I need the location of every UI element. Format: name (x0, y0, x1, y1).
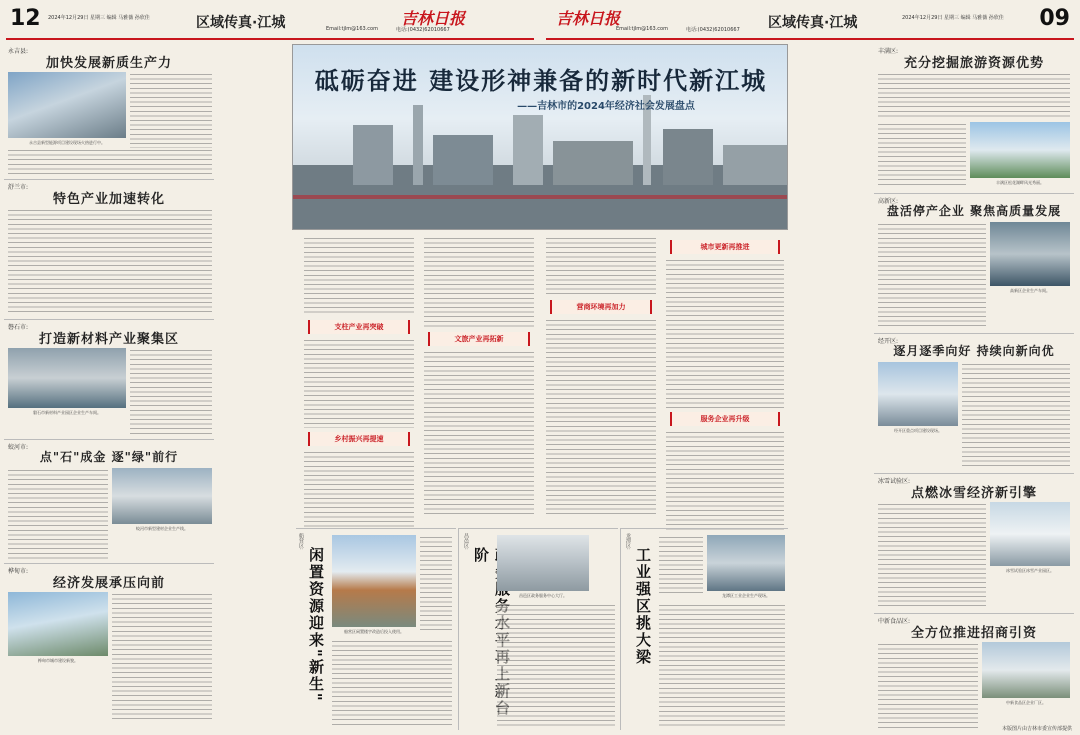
body-text (666, 430, 784, 530)
workshop-photo (8, 348, 126, 408)
subhead: 支柱产业再突破 (308, 320, 410, 334)
article-tag: 经开区: (878, 338, 899, 345)
body-text (112, 592, 212, 722)
article-tag: 龙潭区: (625, 533, 631, 550)
article-headline: 经济发展承压向前 (52, 576, 165, 591)
subhead: 文旅产业再拓新 (428, 332, 530, 346)
left-masthead-logo: 吉林日报 (401, 9, 466, 28)
service-hall-photo (497, 535, 589, 591)
article-tag: 永吉县: (8, 48, 29, 55)
article-panshi (4, 320, 214, 440)
subhead: 城市更新再推进 (670, 240, 780, 254)
subhead: 营商环境再加力 (550, 300, 652, 314)
article-tag: 高新区: (878, 198, 899, 205)
article-tag: 舒兰市: (8, 184, 29, 191)
center-col-4 (662, 236, 788, 526)
article-tag: 桦甸市: (8, 568, 29, 575)
body-text (878, 72, 1070, 120)
body-text (659, 535, 703, 595)
site-photo (878, 362, 958, 426)
photo-caption: 永吉县新型能源项目建设现场火热进行中。 (29, 140, 105, 145)
article-shulan (4, 180, 214, 320)
article-headline: 点"石"成金 逐"绿"前行 (39, 450, 179, 464)
feature-banner (292, 44, 788, 230)
body-text (878, 502, 986, 610)
article-longtan (620, 528, 788, 730)
body-text (878, 122, 966, 188)
left-page-number: 12 (10, 6, 41, 31)
left-email: Email:tjlm@163.com (326, 26, 378, 32)
center-col-3 (542, 236, 660, 526)
body-text (304, 450, 414, 528)
right-date-line: 2024年12月29日 星期三 编辑 马雅薇 孙欣佳 (902, 15, 1004, 21)
body-text (424, 350, 534, 516)
article-bingxue (874, 474, 1074, 614)
lake-photo (970, 122, 1070, 178)
city-photo (8, 592, 108, 656)
banner-title: 砥砺奋进 建设形神兼备的新时代新江城 (314, 67, 768, 95)
article-tag: 磐石市: (8, 324, 29, 331)
body-text (962, 362, 1070, 470)
right-page-number: 09 (1039, 6, 1070, 31)
industrial-photo (982, 642, 1070, 698)
right-section-title: 区域传真·江城 (768, 15, 858, 31)
article-headline: 工业强区挑大梁 (634, 547, 652, 666)
snow-photo (990, 502, 1070, 566)
article-tag: 中新食品区: (878, 618, 911, 625)
photo-credit: 本版图片由吉林市委宣传部提供 (1001, 726, 1072, 732)
article-headline: 加快发展新质生产力 (45, 56, 172, 71)
article-tag: 蛟河市: (8, 444, 29, 451)
photo-caption: 高新区企业生产车间。 (1010, 288, 1050, 293)
article-headline: 充分挖掘旅游资源优势 (903, 56, 1044, 71)
article-gaoxin (874, 194, 1074, 334)
left-phone: 电话:(0432)62010667 (396, 27, 450, 33)
photo-caption: 中新食品区企业厂区。 (1006, 700, 1046, 705)
photo-caption: 龙潭区工业企业生产现场。 (722, 593, 770, 598)
right-phone: 电话:(0432)62010667 (686, 27, 740, 33)
body-text (878, 642, 978, 730)
body-text (332, 639, 452, 727)
left-header (6, 4, 534, 40)
right-masthead-logo: 吉林日报 (556, 9, 621, 28)
plant-photo (112, 468, 212, 524)
body-text (8, 468, 108, 560)
photo-caption: 磐石市新材料产业园区企业生产车间。 (33, 410, 101, 415)
body-text (304, 236, 414, 316)
article-huadian (4, 564, 214, 729)
article-tag: 冰雪试验区: (878, 478, 911, 485)
photo-caption: 经开区重点项目建设现场。 (894, 428, 942, 433)
industrial-site-photo (707, 535, 785, 591)
article-headline: 逐月逐季向好 持续向新向优 (893, 344, 1055, 358)
body-text (497, 603, 615, 727)
body-text (424, 236, 534, 328)
article-jingkai (874, 334, 1074, 474)
photo-caption: 船营区闲置楼宇改造后投入使用。 (344, 629, 404, 634)
body-text (659, 603, 785, 727)
body-text (420, 535, 452, 633)
photo-caption: 丰满区松花湖畔风光秀丽。 (996, 180, 1044, 185)
center-col-2 (420, 236, 538, 526)
article-headline: 盘活停产企业 聚焦高质量发展 (886, 204, 1062, 218)
article-headline: 全方位推进招商引资 (910, 626, 1037, 641)
body-text (8, 208, 212, 316)
article-yongji (4, 44, 214, 180)
body-text (878, 222, 986, 330)
body-text (130, 348, 212, 436)
center-col-1 (300, 236, 418, 526)
article-headline: 特色产业加速转化 (52, 192, 165, 207)
article-headline: 打造新材料产业聚集区 (38, 332, 179, 347)
subhead: 服务企业再升级 (670, 412, 780, 426)
subhead: 乡村振兴再提速 (308, 432, 410, 446)
left-section-title: 区域传真·江城 (196, 15, 286, 31)
body-text (8, 148, 212, 176)
building-photo (332, 535, 416, 627)
photo-caption: 蛟河市新型建材企业生产线。 (136, 526, 188, 531)
factory-photo (8, 72, 126, 138)
article-tag: 丰满区: (878, 48, 899, 55)
article-tag: 昌邑区: (463, 533, 469, 550)
article-jiaohe (4, 440, 214, 564)
left-date-line: 2024年12月29日 星期三 编辑 马雅薇 孙欣佳 (48, 15, 150, 21)
article-chuanying (296, 528, 456, 730)
article-changyi (458, 528, 618, 730)
article-fengman (874, 44, 1074, 194)
left-column (4, 44, 214, 729)
article-headline: 点燃冰雪经济新引擎 (910, 486, 1037, 501)
photo-caption: 昌邑区政务服务中心大厅。 (519, 593, 567, 598)
banner-subtitle: ——吉林市的2024年经济社会发展盘点 (517, 101, 695, 112)
right-email: Email:tjlm@163.com (616, 26, 668, 32)
photo-caption: 冰雪试验区冰雪产业园区。 (1006, 568, 1054, 573)
factory-photo (990, 222, 1070, 286)
body-text (130, 72, 212, 148)
article-tag: 船营区: (298, 533, 304, 550)
article-headline: 阶 (472, 547, 490, 564)
right-column (874, 44, 1074, 734)
article-zhongxin (874, 614, 1074, 734)
article-headline: 闲置资源迎来"新生" (307, 547, 325, 703)
right-header (546, 4, 1074, 40)
body-text (666, 258, 784, 408)
photo-caption: 桦甸市城市建设新貌。 (38, 658, 78, 663)
body-text (546, 318, 656, 516)
body-text (546, 236, 656, 296)
body-text (304, 338, 414, 428)
